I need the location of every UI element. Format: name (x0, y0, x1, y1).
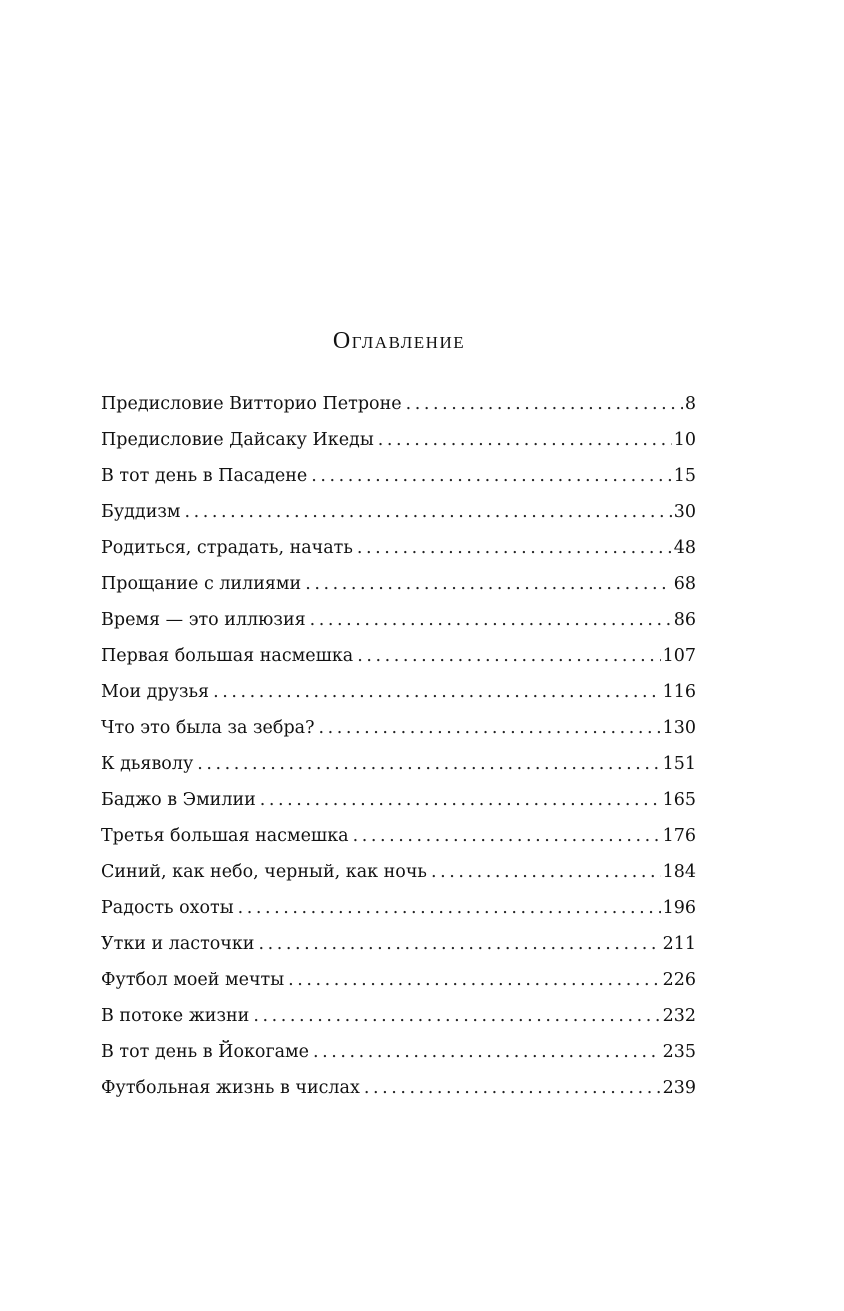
toc-leader-dots (313, 1034, 661, 1070)
toc-entry-page: 232 (662, 1006, 696, 1026)
toc-leader-dots (431, 854, 661, 890)
toc-entry-title: Прощание с лилиями (101, 574, 302, 594)
toc-leader-dots (318, 710, 660, 746)
toc-entry-title: Футбол моей мечты (101, 970, 285, 990)
toc-leader-dots (406, 386, 683, 422)
toc-entry-title: Синий, как небо, черный, как ночь (101, 862, 427, 882)
toc-entry[interactable] (101, 602, 696, 638)
toc-entry[interactable] (101, 386, 696, 422)
toc-entry-page: 176 (662, 826, 696, 846)
toc-entry-title: В потоке жизни (101, 1006, 250, 1026)
toc-entry[interactable] (101, 422, 696, 458)
toc-leader-dots (357, 638, 660, 674)
toc-entry[interactable] (101, 890, 696, 926)
toc-entry[interactable] (101, 746, 696, 782)
toc-leader-dots (253, 998, 660, 1034)
toc-leader-dots (378, 422, 672, 458)
toc-entry[interactable] (101, 1034, 696, 1070)
toc-entry[interactable] (101, 854, 696, 890)
toc-entry[interactable] (101, 566, 696, 602)
toc-entry-page: 151 (662, 754, 696, 774)
toc-entry-title: Радость охоты (101, 898, 234, 918)
toc-leader-dots (258, 926, 660, 962)
toc-leader-dots (213, 674, 661, 710)
toc-entry-title: В тот день в Йокогаме (101, 1042, 310, 1062)
toc-entry[interactable] (101, 818, 696, 854)
toc-entry-title: Родиться, страдать, начать (101, 538, 353, 558)
toc-leader-dots (357, 530, 672, 566)
toc-leader-dots (310, 602, 672, 638)
toc-entry-title: Что это была за зебра? (101, 718, 315, 738)
toc-entry-page: 211 (662, 934, 696, 954)
toc-entry[interactable] (101, 1070, 696, 1106)
toc-entry-page: 165 (662, 790, 696, 810)
toc-entry-page: 10 (673, 430, 696, 450)
toc-entry-page: 235 (662, 1042, 696, 1062)
toc-entry-title: Третья большая насмешка (101, 826, 349, 846)
toc-entry-page: 48 (673, 538, 696, 558)
toc-entry-title: Буддизм (101, 502, 181, 522)
toc-entry[interactable] (101, 530, 696, 566)
toc-entry[interactable] (101, 494, 696, 530)
toc-entry-title: Утки и ласточки (101, 934, 255, 954)
toc-leader-dots (311, 458, 671, 494)
toc-leader-dots (238, 890, 661, 926)
toc-entry-page: 116 (662, 682, 696, 702)
toc-entry[interactable] (101, 674, 696, 710)
toc-entry-page: 15 (673, 466, 696, 486)
toc-entry-title: Время — это иллюзия (101, 610, 306, 630)
toc-entry-page: 86 (673, 610, 696, 630)
toc-entry-title: Предисловие Витторио Петроне (101, 394, 402, 414)
toc-entry[interactable] (101, 710, 696, 746)
toc-leader-dots (260, 782, 661, 818)
toc-leader-dots (353, 818, 661, 854)
toc-leader-dots (185, 494, 672, 530)
toc-entry[interactable] (101, 998, 696, 1034)
toc-entry[interactable] (101, 782, 696, 818)
toc-entry-page: 30 (673, 502, 696, 522)
toc-entry-title: Предисловие Дайсаку Икеды (101, 430, 374, 450)
toc-leader-dots (197, 746, 660, 782)
toc-entry[interactable] (101, 458, 696, 494)
toc-entry-page: 130 (662, 718, 696, 738)
toc-leader-dots (364, 1070, 661, 1106)
toc-entry-page: 184 (662, 862, 696, 882)
toc-entry-title: Мои друзья (101, 682, 210, 702)
toc-entry[interactable] (101, 638, 696, 674)
table-of-contents (101, 386, 696, 1106)
toc-entry-title: К дьяволу (101, 754, 194, 774)
toc-entry-page: 239 (662, 1078, 696, 1098)
toc-entry-title: Первая большая насмешка (101, 646, 354, 666)
page-title: Оглавление (332, 328, 466, 354)
toc-leader-dots (305, 566, 672, 602)
toc-entry-title: Футбольная жизнь в числах (101, 1078, 360, 1098)
toc-entry-title: В тот день в Пасадене (101, 466, 308, 486)
toc-entry-page: 107 (662, 646, 696, 666)
toc-entry[interactable] (101, 926, 696, 962)
toc-entry-page: 8 (684, 394, 696, 414)
toc-entry-page: 196 (662, 898, 696, 918)
toc-entry[interactable] (101, 962, 696, 998)
toc-entry-page: 226 (662, 970, 696, 990)
toc-entry-page: 68 (673, 574, 696, 594)
toc-entry-title: Баджо в Эмилии (101, 790, 256, 810)
toc-leader-dots (288, 962, 660, 998)
